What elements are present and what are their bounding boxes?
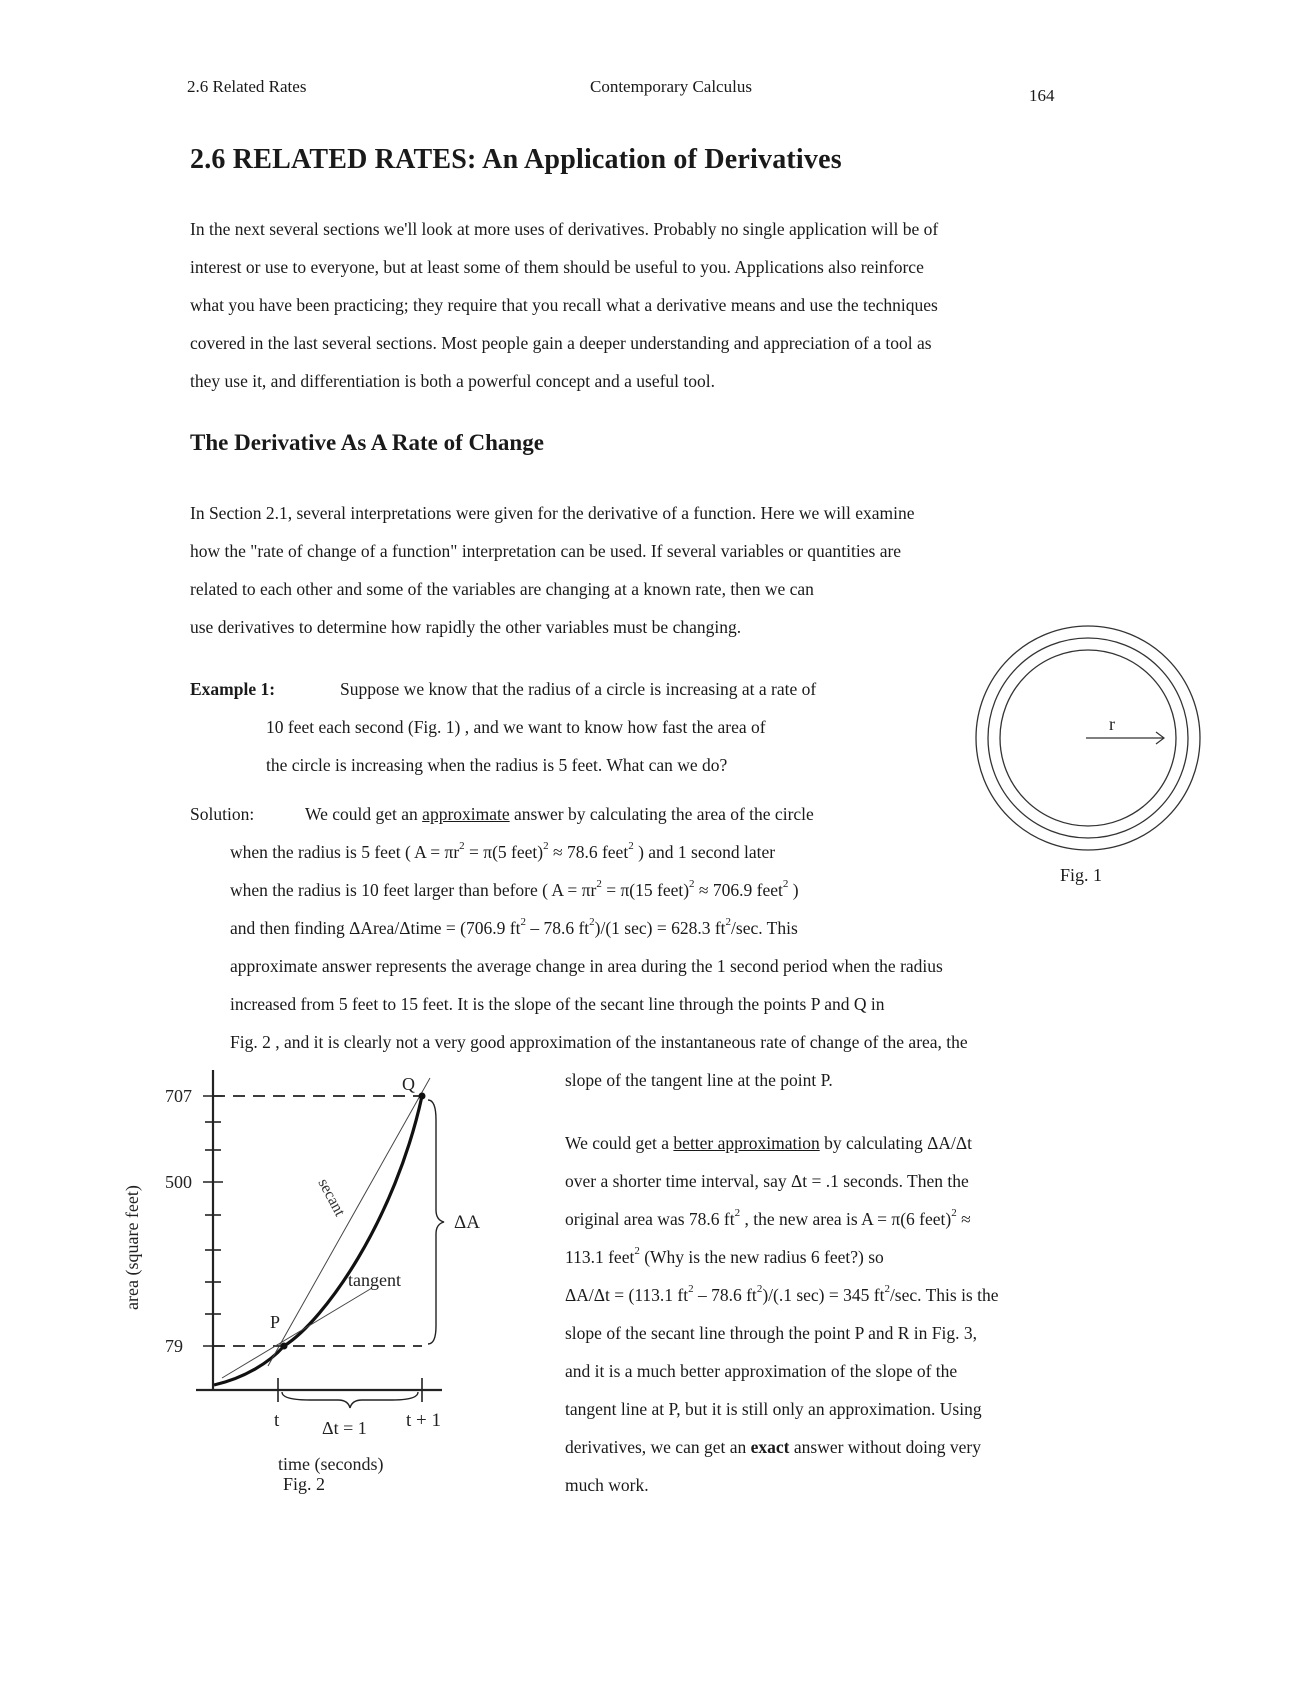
solution-line: when the radius is 10 feet larger than before ( $A = \pi r^2 = \pi(15$ feet)$^2$ ≈ 706.9 feet$^2$ ) bbox=[230, 878, 799, 900]
da-label: ΔA bbox=[454, 1212, 480, 1233]
text-line: In Section 2.1, several interpretations were given for the derivative of a function. Here we will examine bbox=[190, 503, 915, 523]
text-line: related to each other and some of the variables are changing at a known rate, then we can bbox=[190, 579, 814, 599]
text-line: original area was 78.6 $ft^2$ , the new area is A = π(6 feet)$^2$ ≈ bbox=[565, 1207, 971, 1229]
tangent-label: tangent bbox=[348, 1270, 401, 1290]
ytick-707: 707 bbox=[165, 1086, 192, 1106]
text-line: derivatives, we can get an exact answer without doing very bbox=[565, 1437, 981, 1457]
section-paragraph bbox=[190, 494, 915, 646]
xtick-t: t bbox=[274, 1410, 280, 1431]
tangent-line bbox=[222, 1288, 372, 1378]
fig2-caption: Fig. 2 bbox=[283, 1474, 326, 1494]
solution-line: and then finding ΔArea/Δtime = (706.9 $ft^2 - 78.6$ $ft^2)/(1$ sec) = 628.3 $ft^2/\sec$. This bbox=[230, 916, 798, 938]
point-q-marker bbox=[419, 1093, 426, 1100]
text-line: and it is a much better approximation of the slope of the bbox=[565, 1361, 958, 1381]
secant-label: secant bbox=[314, 1175, 349, 1220]
solution-label: Solution: bbox=[190, 804, 255, 824]
running-header-book: Contemporary Calculus bbox=[590, 77, 752, 96]
running-header-section: 2.6 Related Rates bbox=[187, 77, 307, 96]
solution-line-continued bbox=[565, 1061, 833, 1099]
point-p-label: P bbox=[270, 1312, 281, 1332]
solution-line: Solution: We could get an approximate answer by calculating the area of the circle bbox=[190, 795, 968, 833]
text-line: use derivatives to determine how rapidly the other variables must be changing. bbox=[190, 617, 742, 637]
ytick-79: 79 bbox=[165, 1336, 183, 1356]
x-axis-label: time (seconds) bbox=[278, 1454, 384, 1474]
text-line: what you have been practicing; they require that you recall what a derivative means and use the techniques bbox=[190, 295, 938, 315]
text-line: In the next several sections we'll look at more uses of derivatives. Probably no single application will be of bbox=[190, 219, 939, 239]
text-line: slope of the secant line through the point P and R in Fig. 3, bbox=[565, 1323, 978, 1343]
example-label: Example 1: bbox=[190, 679, 276, 699]
text-line: We could get a better approximation by calculating ΔA/Δt bbox=[565, 1133, 972, 1153]
intro-paragraph bbox=[190, 210, 938, 400]
text-line: they use it, and differentiation is both a powerful concept and a useful tool. bbox=[190, 371, 716, 391]
solution-line: Fig. 2 , and it is clearly not a very good approximation of the instantaneous rate of change of the area, the bbox=[230, 1032, 968, 1052]
fig1-caption: Fig. 1 bbox=[1060, 865, 1103, 885]
text-line: over a shorter time interval, say Δt = .1 seconds. Then the bbox=[565, 1171, 969, 1191]
solution-line: slope of the tangent line at the point P. bbox=[565, 1070, 833, 1090]
page-number: 164 bbox=[1029, 86, 1055, 105]
solution-line: increased from 5 feet to 15 feet. It is the slope of the secant line through the points P and Q in bbox=[230, 994, 885, 1014]
text-line: interest or use to everyone, but at least some of them should be useful to you. Applications also reinforce bbox=[190, 257, 924, 277]
example-line: Example 1: Suppose we know that the radius of a circle is increasing at a rate of bbox=[190, 670, 816, 708]
better-approximation-paragraph bbox=[565, 1124, 999, 1504]
dt-label: Δt = 1 bbox=[322, 1418, 367, 1438]
text-line: much work. bbox=[565, 1475, 649, 1495]
text-line: tangent line at P, but it is still only an approximation. Using bbox=[565, 1399, 982, 1419]
example-1 bbox=[190, 670, 816, 784]
example-line: 10 feet each second (Fig. 1) , and we want to know how fast the area of bbox=[266, 717, 766, 737]
solution bbox=[190, 795, 968, 1061]
point-q-label: Q bbox=[402, 1074, 415, 1094]
point-p-marker bbox=[281, 1343, 288, 1350]
text-line: covered in the last several sections. Most people gain a deeper understanding and appreciation of a tool as bbox=[190, 333, 932, 353]
example-line: the circle is increasing when the radius is 5 feet. What can we do? bbox=[266, 755, 728, 775]
da-brace bbox=[428, 1100, 444, 1344]
fig1-concentric-circles bbox=[968, 618, 1208, 858]
subheading: The Derivative As A Rate of Change bbox=[190, 430, 544, 455]
text-line: 113.1 feet$^2$ (Why is the new radius 6 feet?) so bbox=[565, 1245, 884, 1267]
solution-line: approximate answer represents the average change in area during the 1 second period when the radius bbox=[230, 956, 943, 976]
solution-line: when the radius is 5 feet ( $A = \pi r^2 = \pi(5$ feet)$^2$ ≈ 78.6 feet$^2$ ) and 1 second later bbox=[230, 840, 776, 862]
dt-brace bbox=[282, 1392, 418, 1408]
secant-line bbox=[268, 1078, 430, 1366]
ytick-500: 500 bbox=[165, 1172, 192, 1192]
text-line: ΔA/Δt = (113.1 $ft^2 - 78.6$ $ft^2)/(.1$ sec) = 345 $ft^2/\sec$. This is the bbox=[565, 1283, 999, 1305]
xtick-t1: t + 1 bbox=[406, 1410, 441, 1431]
fig2-secant-tangent-graph bbox=[110, 1060, 510, 1480]
area-curve bbox=[214, 1096, 422, 1385]
y-axis-label: area (square feet) bbox=[122, 1185, 142, 1310]
radius-label: r bbox=[1109, 714, 1115, 734]
section-title: 2.6 RELATED RATES: An Application of Derivatives bbox=[190, 144, 842, 175]
text-line: how the "rate of change of a function" interpretation can be used. If several variables or quantities are bbox=[190, 541, 902, 561]
